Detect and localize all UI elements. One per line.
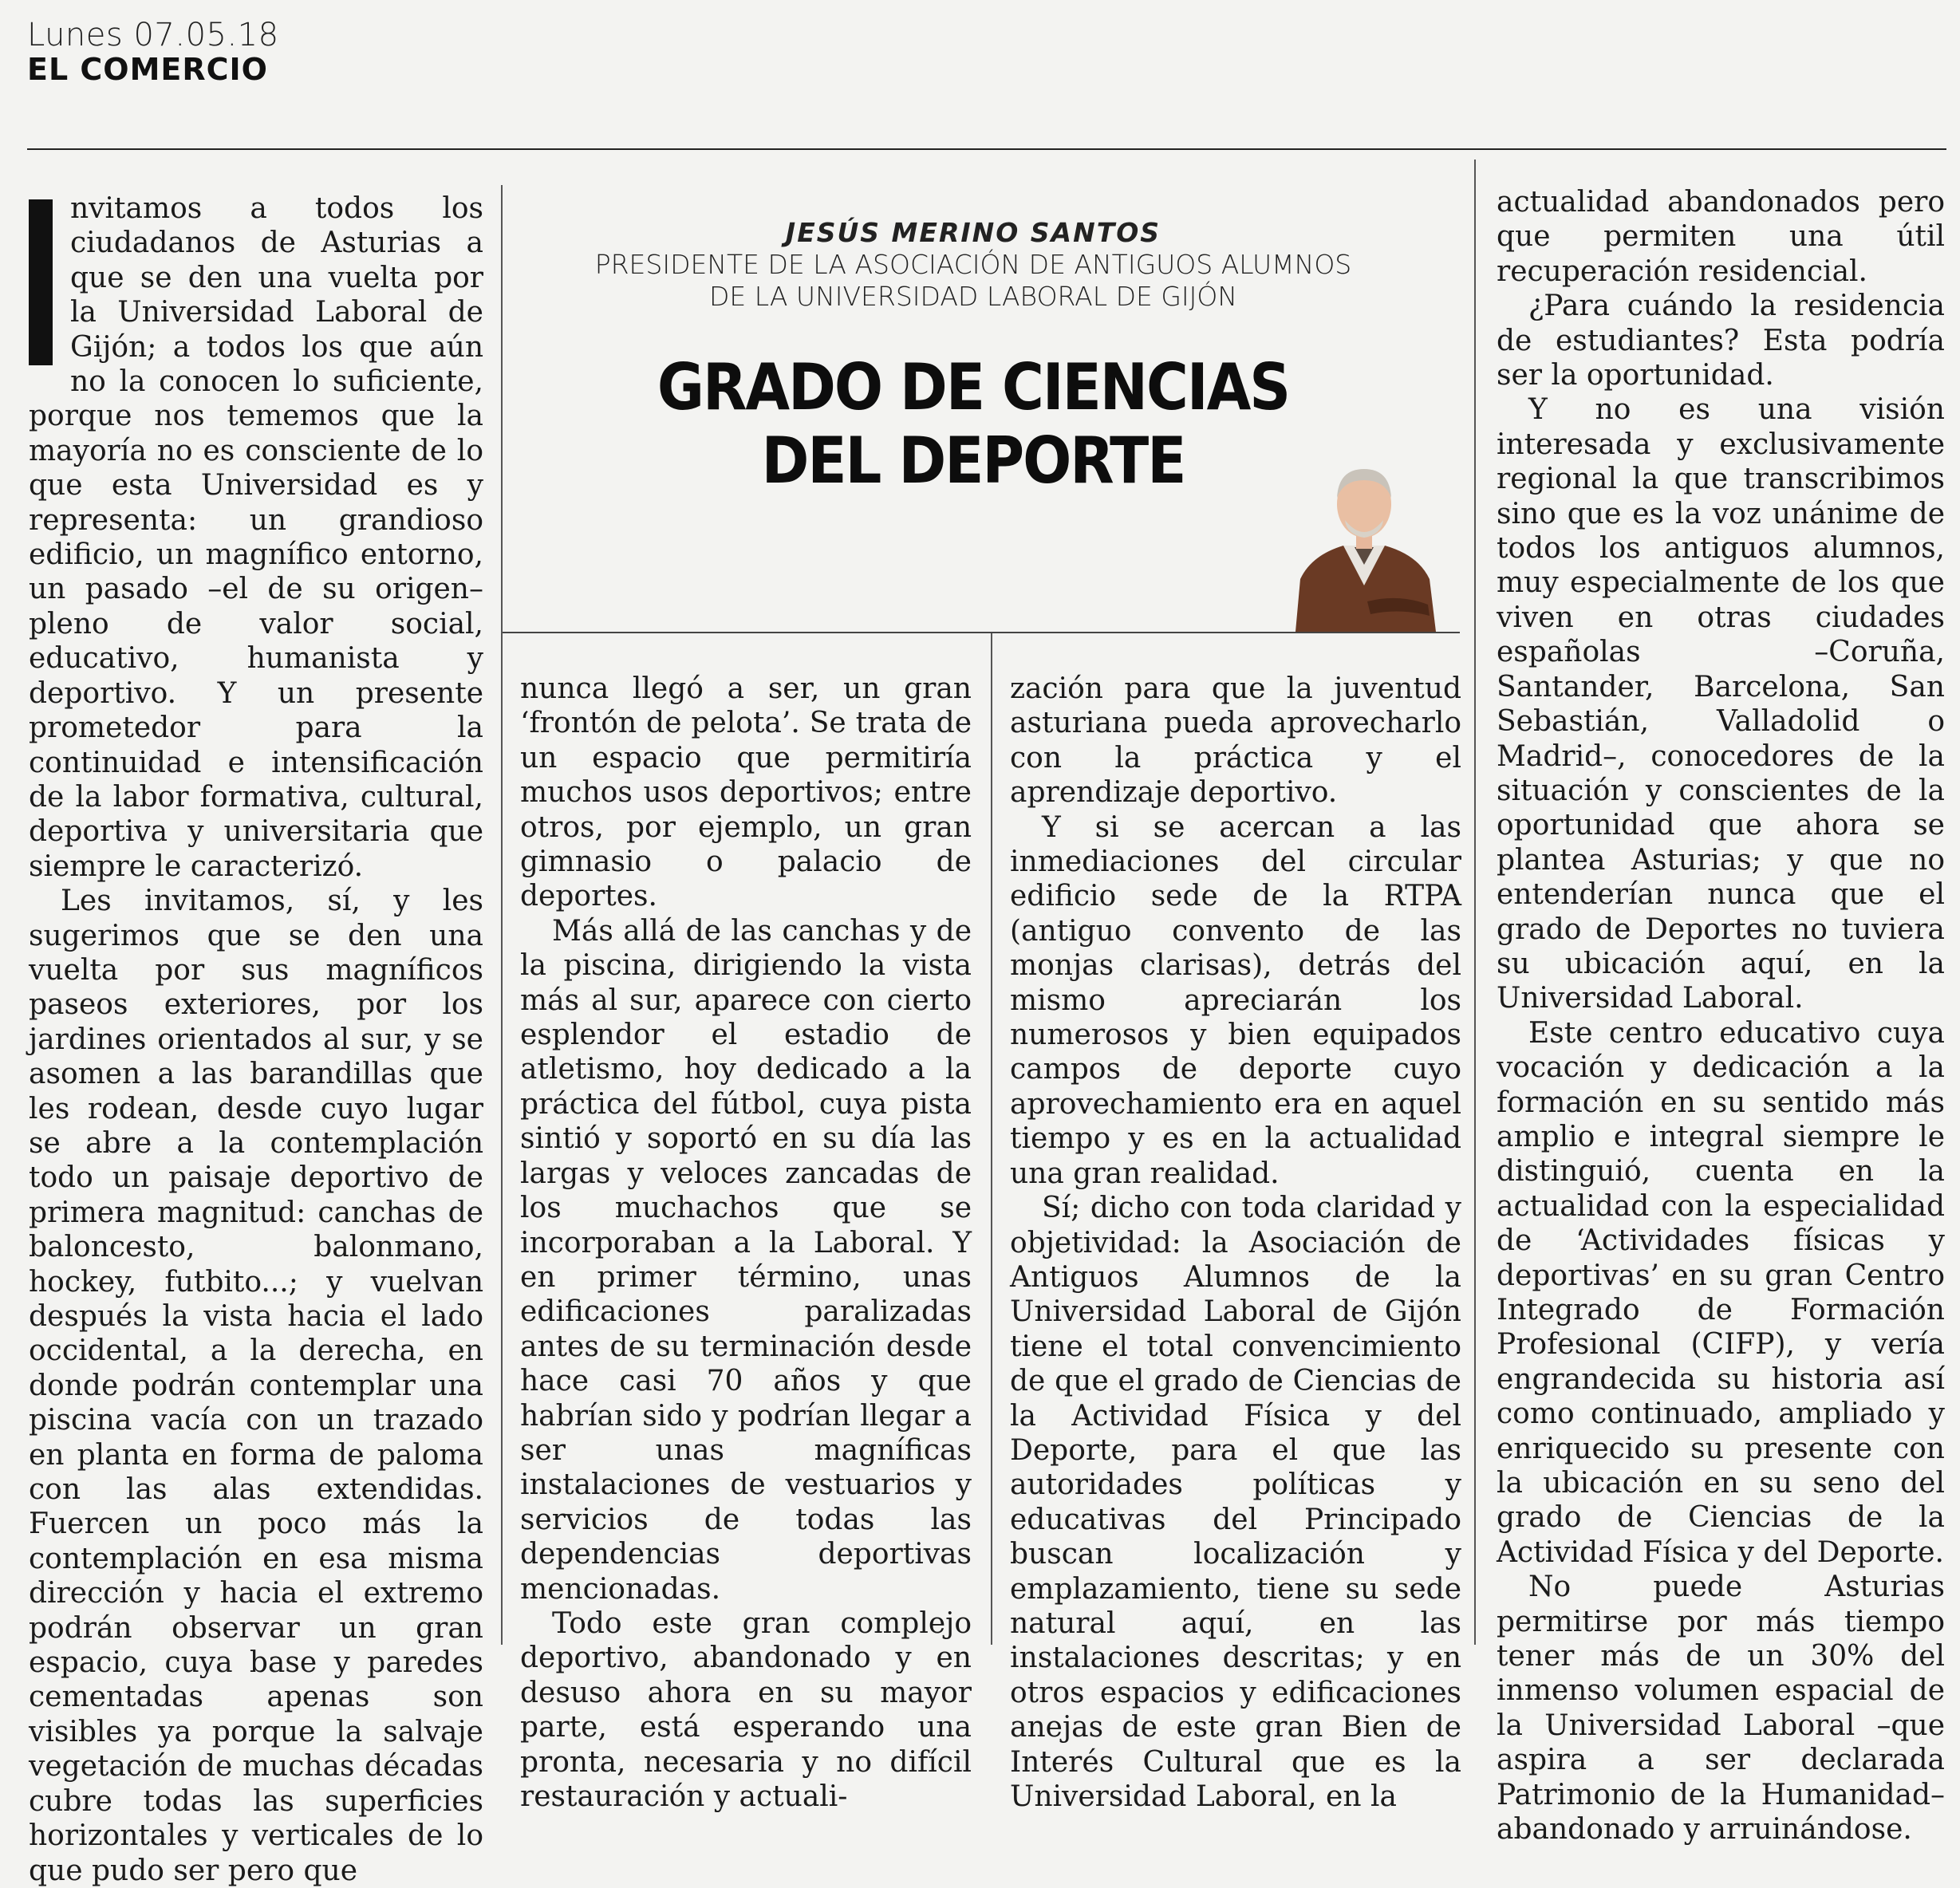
masthead xyxy=(27,18,279,86)
paragraph: Más allá de las canchas y de la piscina, dirigiendo la vista más al sur, aparece con cierto esplendor el estadio de atletismo, hoy dedicado a la práctica del fútbol, cuya pista sintió y soportó en su día las largas y veloces zancadas de los muchachos que se incorporaban a la Laboral. Y en primer término, unas edificaciones paralizadas antes de su terminación desde hace casi 70 años y que habrían sido y podrían llegar a ser unas magníficas instalaciones de vestuarios y servicios de todas las dependencias deportivas mencionadas. xyxy=(520,914,972,1606)
article-column-1 xyxy=(29,191,483,1888)
headline-line-2: DEL DEPORTE xyxy=(761,424,1185,498)
author-name: JESÚS MERINO SANTOS xyxy=(785,217,1161,248)
paragraph: zación para que la juventud asturiana pueda aprovecharlo con la práctica y el aprendizaje deportivo. xyxy=(1010,672,1461,810)
paragraph: Y si se acercan a las inmediaciones del circular edificio sede de la RTPA (antiguo convento de las monjas clarisas), detrás del mismo apreciarán los numerosos y bien equipados campos de deporte cuyo aprovechamiento era en aquel tiempo y es en la actualidad una gran realidad. xyxy=(1010,810,1461,1190)
paragraph: Este centro educativo cuya vocación y dedicación a la formación en su sentido más amplio e integral siempre le distinguió, cuenta en la actualidad con la especialidad de ‘Actividades físicas y deportivas’ en su gran Centro Integrado de Formación Profesional (CIFP), y vería engrandecida su historia así como continuado, ampliado y enriquecido su presente con la ubicación en su seno del grado de Ciencias de la Actividad Física y del Deporte. xyxy=(1497,1016,1945,1569)
drop-cap-initial xyxy=(29,199,53,365)
paragraph: Y no es una visión interesada y exclusivamente regional la que transcribimos sino que es la voz unánime de todos los antiguos alumnos, muy especialmente de los que viven en otras ciudades españolas –Coruña, Santander, Barcelona, San Sebastián, Valladolid o Madrid–, conocedores de la situación y conscientes de la oportunidad que ahora se plantea Asturias; y que no entenderían nunca que el grado de Deportes no tuviera su ubicación aquí, en la Universidad Laboral. xyxy=(1497,393,1945,1015)
paragraph: ¿Para cuándo la residencia de estudiantes? Esta podría ser la oportunidad. xyxy=(1497,290,1945,392)
column-divider-3 xyxy=(1474,160,1476,1645)
paragraph: Todo este gran complejo deportivo, abandonado y en desuso ahora en su mayor parte, está esperando una pronta, necesaria y no difícil restauración y actuali- xyxy=(520,1606,972,1813)
column-divider-1 xyxy=(501,185,503,1645)
paragraph: actualidad abandonados pero que permiten una útil recuperación residencial. xyxy=(1497,186,1945,288)
paragraph: Les invitamos, sí, y les sugerimos que se den una vuelta por sus magníficos paseos exteriores, por los jardines orientados al sur, y se asomen a las barandillas que les rodean, desde cuyo lugar se abre a la contemplación todo un paisaje deportivo de primera magnitud: canchas de baloncesto, balonmano, hockey, futbito...; y vuelvan después la vista hacia el lado occidental, a la derecha, en donde podrán contemplar una piscina vacía con un trazado en planta en forma de paloma con las alas extendidas. Fuercen un poco más la contemplación en esa misma dirección y hacia el extremo podrán observar un gran espacio, cuya base y paredes cementadas apenas son visibles ya porque la salvaje vegetación de muchas décadas cubre todas las superficies horizontales y verticales de lo que pudo ser pero que xyxy=(29,885,483,1887)
author-portrait-icon xyxy=(1288,445,1441,632)
headline-line-1: GRADO DE CIENCIAS xyxy=(657,350,1290,424)
header-divider xyxy=(503,632,1460,633)
author-role-line-1: PRESIDENTE DE LA ASOCIACIÓN DE ANTIGUOS ALUMNOS xyxy=(594,249,1352,280)
top-divider xyxy=(27,148,1946,150)
paragraph: nunca llegó a ser, un gran ‘frontón de pelota’. Se trata de un espacio que permitiría muchos usos deportivos; entre otros, por ejemplo, un gran gimnasio o palacio de deportes. xyxy=(520,672,972,913)
newspaper-name: EL COMERCIO xyxy=(27,52,268,87)
author-role-line-2: DE LA UNIVERSIDAD LABORAL DE GIJÓN xyxy=(708,281,1238,312)
article-column-2 xyxy=(520,672,972,1814)
article-column-4 xyxy=(1497,185,1945,1847)
paragraph: No puede Asturias permitirse por más tiempo tener más de un 30% del inmenso volumen espacial de la Universidad Laboral –que aspira a ser declarada Patrimonio de la Humanidad– abandonado y arruinándose. xyxy=(1497,1571,1945,1847)
byline xyxy=(511,217,1436,313)
column-divider-2 xyxy=(991,632,992,1645)
paragraph: Sí; dicho con toda claridad y objetividad: la Asociación de Antiguos Alumnos de la Universidad Laboral de Gijón tiene el total convencimiento de que el grado de Ciencias de la Actividad Física y del Deporte, para el que las autoridades políticas y educativas del Principado buscan localización y emplazamiento, tiene su sede natural aquí, en las instalaciones descritas; y en otros espacios y edificaciones anejas de este gran Bien de Interés Cultural que es la Universidad Laboral, en la xyxy=(1010,1192,1461,1813)
issue-date: Lunes 07.05.18 xyxy=(27,17,279,53)
article-column-3 xyxy=(1010,672,1461,1814)
paragraph: nvitamos a todos los ciudadanos de Asturias a que se den una vuelta por la Universidad Laboral de Gijón; a todos los que aún no la conocen lo suficiente, porque nos tememos que la mayoría no es consciente de lo que esta Universidad es y representa: un grandioso edificio, un magnífico entorno, un pasado –el de su origen– pleno de valor social, educativo, humanista y deportivo. Y un presente prometedor para la continuidad e intensificación de la labor formativa, cultural, deportiva y universitaria que siempre le caracterizó. xyxy=(29,192,483,883)
